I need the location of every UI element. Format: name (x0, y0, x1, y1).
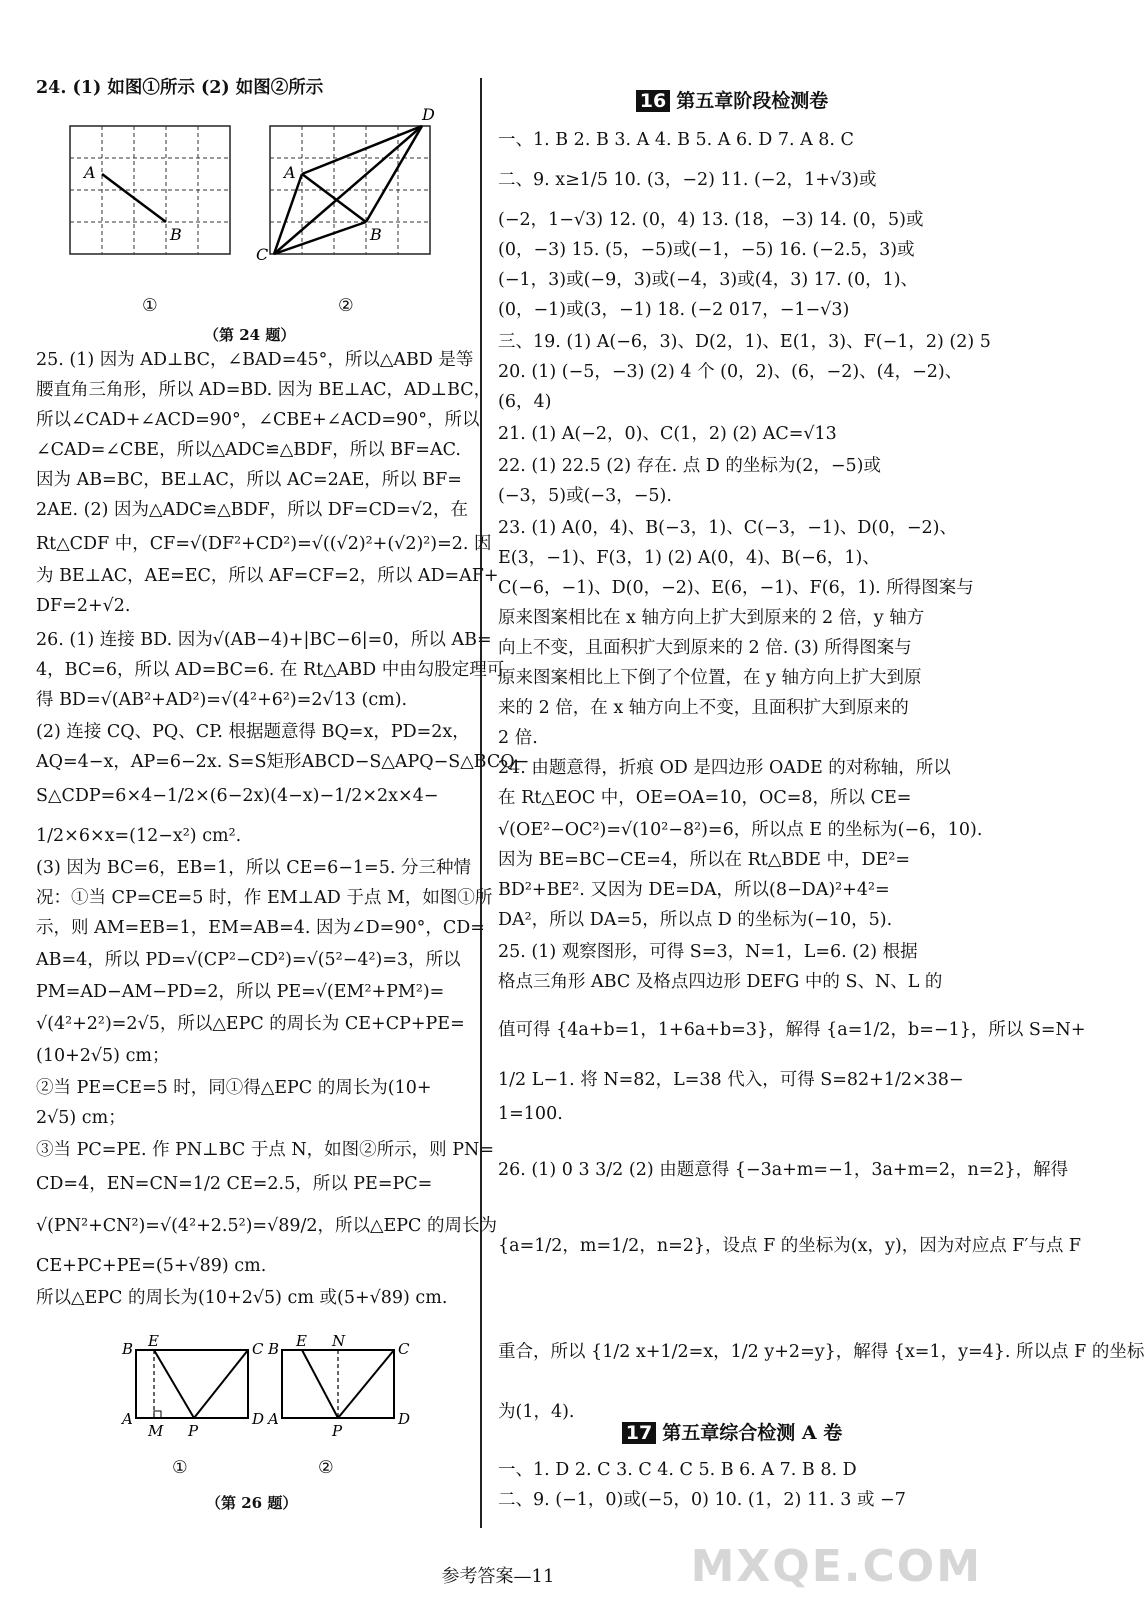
answer-line: (−3，5)或(−3，−5). (498, 486, 672, 506)
fig26b-point-c: C (398, 1340, 410, 1358)
answer-line: 二、9. (−1，0)或(−5，0) 10. (1，2) 11. 3 或 −7 (498, 1490, 906, 1510)
answer-line: DA²，所以 DA=5，所以点 D 的坐标为(−10，5). (498, 910, 893, 930)
answer-line: (0，−3) 15. (5，−5)或(−1，−5) 16. (−2.5，3)或 (498, 240, 915, 260)
q25-line: Rt△CDF 中，CF=√(DF²+CD²)=√((√2)²+(√2)²)=2. 因 (36, 534, 492, 554)
q25-line: 腰直角三角形，所以 AD=BD. 因为 BE⊥AC，AD⊥BC， (36, 380, 492, 400)
fig24-label-2: ② (338, 296, 354, 316)
fig26-caption: （第 26 题） (206, 1494, 298, 1512)
answer-line: 原来图案相比在 x 轴方向上扩大到原来的 2 倍，y 轴方 (498, 608, 925, 628)
answer-line: 来的 2 倍，在 x 轴方向上不变，且面积扩大到原来的 (498, 698, 909, 718)
q26-line: AB=4，所以 PD=√(CP²−CD²)=√(5²−4²)=3，所以 (36, 950, 461, 970)
answer-line: 23. (1) A(0，4)、B(−3，1)、C(−3，−1)、D(0，−2)、 (498, 518, 958, 538)
q26-line: CD=4，EN=CN=1/2 CE=2.5，所以 PE=PC= (36, 1174, 433, 1194)
q26-line: AQ=4−x，AP=6−2x. S=S矩形ABCD−S△APQ−S△BCQ− (36, 752, 530, 772)
fig26-diagram1 (116, 1334, 266, 1444)
q25-line: 因为 AB=BC，BE⊥AC，所以 AC=2AE，所以 BF= (36, 470, 462, 490)
watermark: MXQE.COM (690, 1541, 982, 1592)
fig26-diagram2 (262, 1334, 412, 1444)
answer-line: 1=100. (498, 1104, 563, 1124)
fig24-point-b: B (170, 225, 182, 244)
q26-line: PM=AD−AM−PD=2，所以 PE=√(EM²+PM²)= (36, 982, 445, 1002)
q26-line: 示，则 AM=EB=1，EM=AB=4. 因为∠D=90°，CD= (36, 918, 485, 938)
answer-line: 1/2 L−1. 将 N=82，L=38 代入，可得 S=82+1/2×38− (498, 1070, 964, 1090)
fig24-caption: （第 24 题） (204, 326, 296, 344)
answer-line: 三、19. (1) A(−6，3)、D(2，1)、E(1，3)、F(−1，2) (2) 5 (498, 332, 991, 352)
q25-line: 2AE. (2) 因为△ADC≌△BDF，所以 DF=CD=√2，在 (36, 500, 468, 520)
fig26b-point-b: B (268, 1340, 280, 1358)
q26-line: 2√5) cm； (36, 1108, 126, 1128)
q26-line: (3) 因为 BC=6，EB=1，所以 CE=6−1=5. 分三种情 (36, 858, 471, 878)
answer-line: 一、1. B 2. B 3. A 4. B 5. A 6. D 7. A 8. C (498, 130, 854, 150)
answer-line: 为(1，4). (498, 1402, 575, 1422)
answer-line: BD²+BE². 又因为 DE=DA，所以(8−DA)²+4²= (498, 880, 890, 900)
section-16-heading (498, 86, 966, 113)
q26-line: √(4²+2²)=2√5，所以△EPC 的周长为 CE+CP+PE= (36, 1014, 465, 1034)
answer-line: 26. (1) 0 3 3/2 (2) 由题意得 {−3a+m=−1，3a+m=2，n=2}，解得 (498, 1160, 1069, 1180)
page-footer: 参考答案—11 (441, 1566, 555, 1587)
q25-line: 25. (1) 因为 AD⊥BC，∠BAD=45°，所以△ABD 是等 (36, 350, 474, 370)
fig26a-point-d: D (252, 1410, 265, 1428)
answer-line: 25. (1) 观察图形，可得 S=3，N=1，L=6. (2) 根据 (498, 942, 918, 962)
section-17-heading (498, 1418, 966, 1445)
q26-line: 1/2×6×x=(12−x²) cm². (36, 826, 242, 846)
column-divider (480, 78, 482, 1528)
q25-line: 为 BE⊥AC，AE=EC，所以 AF=CF=2，所以 AD=AF+ (36, 566, 499, 586)
fig26b-point-d: D (398, 1410, 411, 1428)
section-16-title: 第五章阶段检测卷 (676, 90, 829, 112)
q26-line: (2) 连接 CQ、PQ、CP. 根据题意得 BQ=x，PD=2x， (36, 722, 470, 742)
q26-line: 26. (1) 连接 BD. 因为√(AB−4)+|BC−6|=0，所以 AB= (36, 630, 492, 650)
section-16-number: 16 (636, 90, 670, 112)
answer-line: (0，−1)或(3，−1) 18. (−2 017，−1−√3) (498, 300, 850, 320)
answer-line: 值可得 {4a+b=1，1+6a+b=3}，解得 {a=1/2，b=−1}，所以 S=N+ (498, 1020, 1086, 1040)
answer-line: {a=1/2，m=1/2，n=2}，设点 F 的坐标为(x，y)，因为对应点 F′与点 F (498, 1236, 1082, 1256)
q25-line: 所以∠CAD+∠ACD=90°，∠CBE+∠ACD=90°，所以 (36, 410, 480, 430)
answer-line: 向上不变，且面积扩大到原来的 2 倍. (3) 所得图案与 (498, 638, 912, 658)
q26-line: (10+2√5) cm； (36, 1046, 170, 1066)
fig26a-point-e: E (148, 1332, 159, 1350)
fig24-grid2 (252, 104, 442, 284)
segment-ab-1 (102, 174, 166, 222)
fig26-label-2: ② (318, 1458, 334, 1478)
fig26b-point-e: E (296, 1332, 307, 1350)
fig24b-point-a: A (284, 163, 296, 182)
answer-line: 在 Rt△EOC 中，OE=OA=10，OC=8，所以 CE= (498, 788, 912, 808)
answer-line: 因为 BE=BC−CE=4，所以在 Rt△BDE 中，DE²= (498, 850, 911, 870)
q26-line: ③当 PC=PE. 作 PN⊥BC 于点 N，如图②所示，则 PN= (36, 1140, 494, 1160)
fig24-point-a: A (84, 163, 96, 182)
fig26a-point-p: P (188, 1422, 199, 1440)
answer-line: (−2，1−√3) 12. (0，4) 13. (18，−3) 14. (0，5)或 (498, 210, 924, 230)
q26-line: S△CDP=6×4−1/2×(6−2x)(4−x)−1/2×2x×4− (36, 786, 439, 806)
fig26b-point-n: N (332, 1332, 346, 1350)
answer-line: (−1，3)或(−9，3)或(−4，3)或(4，3) 17. (0，1)、 (498, 270, 919, 290)
fig26-label-1: ① (172, 1458, 188, 1478)
answer-line: √(OE²−OC²)=√(10²−8²)=6，所以点 E 的坐标为(−6，10). (498, 820, 983, 840)
answer-line: 重合，所以 {1/2 x+1/2=x，1/2 y+2=y}，解得 {x=1，y=4}. 所以点 F 的坐标 (498, 1342, 1144, 1362)
q26-line: 况：①当 CP=CE=5 时，作 EM⊥AD 于点 M，如图①所 (36, 888, 493, 908)
answer-line: C(−6，−1)、D(0，−2)、E(6，−1)、F(6，1). 所得图案与 (498, 578, 974, 598)
fig24b-point-b: B (370, 225, 382, 244)
q26-line: ②当 PE=CE=5 时，同①得△EPC 的周长为(10+ (36, 1078, 432, 1098)
answer-line: (6，4) (498, 392, 552, 412)
section-17-title: 第五章综合检测 A 卷 (662, 1422, 843, 1444)
answer-line: 21. (1) A(−2，0)、C(1，2) (2) AC=√13 (498, 424, 837, 444)
q26-line: CE+PC+PE=(5+√89) cm. (36, 1256, 267, 1276)
fig24b-point-c: C (256, 245, 269, 264)
answer-line: 格点三角形 ABC 及格点四边形 DEFG 中的 S、N、L 的 (498, 972, 943, 992)
answer-line: 二、9. x≥1/5 10. (3，−2) 11. (−2，1+√3)或 (498, 170, 877, 190)
q26-line: 得 BD=√(AB²+AD²)=√(4²+6²)=2√13 (cm). (36, 690, 408, 710)
fig26a-point-b: B (122, 1340, 134, 1358)
answer-line: 20. (1) (−5，−3) (2) 4 个 (0，2)、(6，−2)、(4，−2)、 (498, 362, 963, 382)
q26-line: 4，BC=6，所以 AD=BC=6. 在 Rt△ABD 中由勾股定理可 (36, 660, 505, 680)
q25-line: ∠CAD=∠CBE，所以△ADC≌△BDF，所以 BF=AC. (36, 440, 461, 460)
section-17-number: 17 (622, 1422, 656, 1444)
fig24-grid1 (68, 124, 248, 284)
q25-line: DF=2+√2. (36, 596, 131, 616)
fig26a-point-c: C (252, 1340, 264, 1358)
answer-line: 2 倍. (498, 728, 538, 748)
fig24b-point-d: D (422, 105, 435, 124)
fig26b-point-p: P (332, 1422, 343, 1440)
answer-line: 原来图案相比上下倒了个位置，在 y 轴方向上扩大到原 (498, 668, 922, 688)
fig26a-point-m: M (148, 1422, 164, 1440)
fig26a-point-a: A (122, 1410, 133, 1428)
answer-line: E(3，−1)、F(3，1) (2) A(0，4)、B(−6，1)、 (498, 548, 880, 568)
answer-line: 一、1. D 2. C 3. C 4. C 5. B 6. A 7. B 8. D (498, 1460, 857, 1480)
answer-line: 24. 由题意得，折痕 OD 是四边形 OADE 的对称轴，所以 (498, 758, 951, 778)
q26-line: 所以△EPC 的周长为(10+2√5) cm 或(5+√89) cm. (36, 1288, 448, 1308)
q24-line: 24. (1) 如图①所示 (2) 如图②所示 (36, 78, 324, 98)
fig24-label-1: ① (142, 296, 158, 316)
fig26b-point-a: A (268, 1410, 279, 1428)
answer-line: 22. (1) 22.5 (2) 存在. 点 D 的坐标为(2，−5)或 (498, 456, 881, 476)
q26-line: √(PN²+CN²)=√(4²+2.5²)=√89/2，所以△EPC 的周长为 (36, 1216, 497, 1236)
